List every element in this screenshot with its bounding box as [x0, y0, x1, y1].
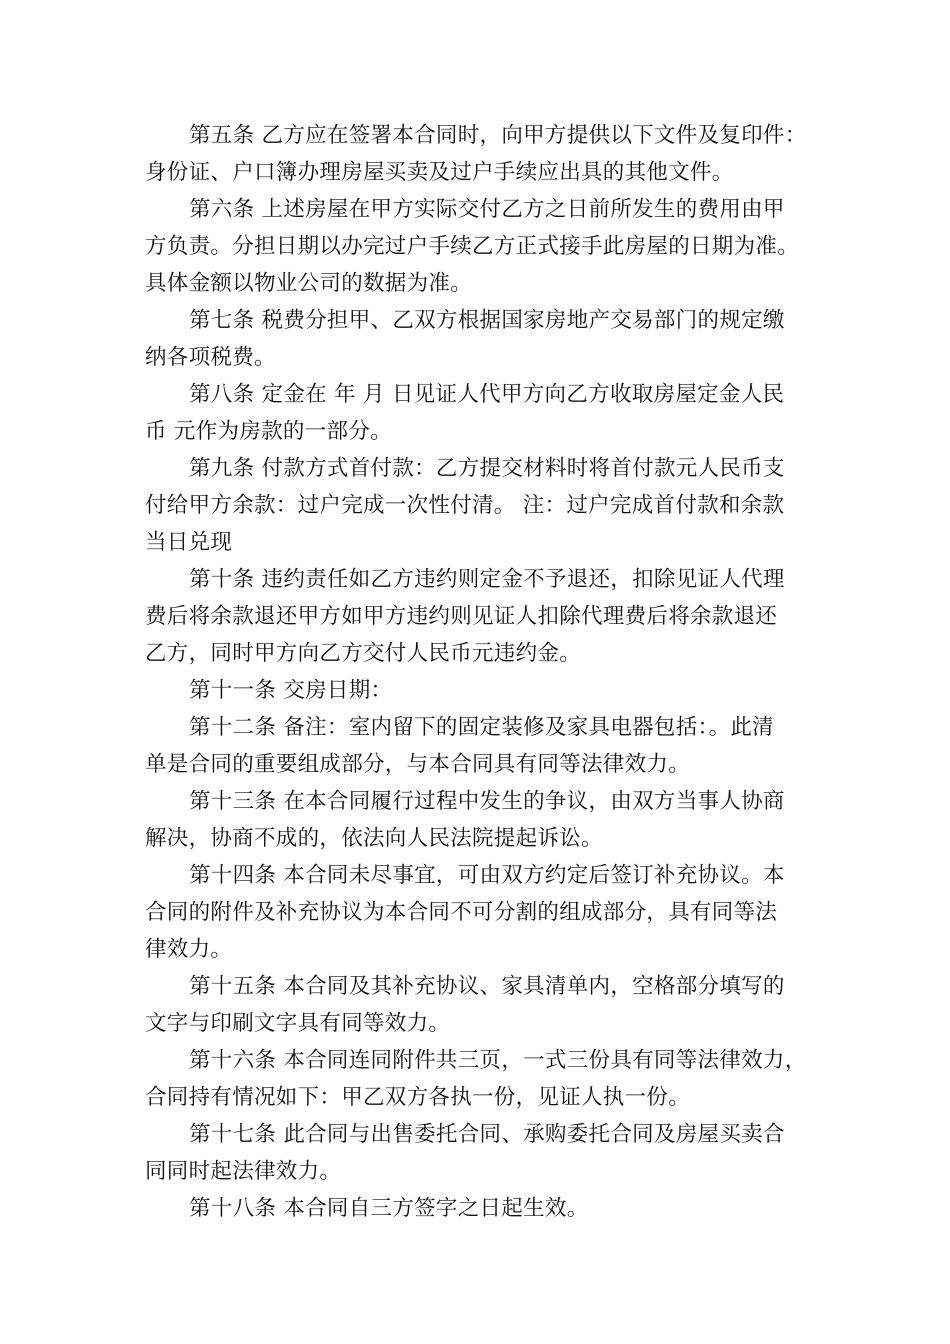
contract-line: 付给甲方余款：过户完成一次性付清。 注：过户完成首付款和余款 [145, 493, 785, 518]
contract-line: 方负责。分担日期以办完过户手续乙方正式接手此房屋的日期为准。 [145, 234, 800, 259]
contract-line: 第十六条 本合同连同附件共三页，一式三份具有同等法律效力， [189, 1048, 807, 1073]
contract-article-8 [145, 376, 825, 450]
contract-line: 乙方，同时甲方向乙方交付人民币元违约金。 [145, 641, 582, 666]
contract-line: 身份证、户口簿办理房屋买卖及过户手续应出具的其他文件。 [145, 160, 734, 185]
contract-article-18 [145, 1190, 825, 1227]
contract-line: 解决，协商不成的，依法向人民法院提起诉讼。 [145, 826, 603, 851]
contract-article-9 [145, 450, 825, 561]
contract-article-11 [145, 672, 825, 709]
contract-article-5 [145, 117, 825, 191]
contract-line: 合同的附件及补充协议为本合同不可分割的组成部分，具有同等法 [145, 900, 778, 925]
contract-article-12 [145, 709, 825, 783]
contract-line: 币 元作为房款的一部分。 [145, 419, 392, 444]
contract-line: 当日兑现 [145, 530, 233, 555]
contract-article-14 [145, 857, 825, 968]
contract-line: 第十二条 备注：室内留下的固定装修及家具电器包括：。此清 [189, 715, 774, 740]
contract-line: 第九条 付款方式首付款：乙方提交材料时将首付款元人民币支 [189, 456, 785, 481]
contract-line: 同同时起法律效力。 [145, 1159, 342, 1184]
contract-line: 合同持有情况如下：甲乙双方各执一份，见证人执一份。 [145, 1085, 691, 1110]
contract-line: 第十三条 在本合同履行过程中发生的争议，由双方当事人协商 [189, 789, 785, 814]
contract-body [145, 117, 825, 1227]
contract-line: 第十四条 本合同未尽事宜，可由双方约定后签订补充协议。本 [189, 863, 785, 888]
contract-article-15 [145, 968, 825, 1042]
contract-line: 文字与印刷文字具有同等效力。 [145, 1011, 451, 1036]
contract-line: 第五条 乙方应在签署本合同时，向甲方提供以下文件及复印件： [189, 123, 807, 148]
contract-line: 费后将余款退还甲方如甲方违约则见证人扣除代理费后将余款退还 [145, 604, 778, 629]
contract-article-7 [145, 302, 825, 376]
contract-article-16 [145, 1042, 825, 1116]
contract-line: 纳各项税费。 [145, 345, 276, 370]
contract-line: 具体金额以物业公司的数据为准。 [145, 271, 473, 296]
contract-line: 第十七条 此合同与出售委托合同、承购委托合同及房屋买卖合 [189, 1122, 785, 1147]
contract-line: 第十五条 本合同及其补充协议、家具清单内，空格部分填写的 [189, 974, 785, 999]
contract-line: 单是合同的重要组成部分，与本合同具有同等法律效力。 [145, 752, 691, 777]
contract-article-17 [145, 1116, 825, 1190]
contract-line: 第十八条 本合同自三方签字之日起生效。 [189, 1196, 589, 1221]
contract-article-10 [145, 561, 825, 672]
contract-line: 第七条 税费分担甲、乙双方根据国家房地产交易部门的规定缴 [189, 308, 785, 333]
contract-article-6 [145, 191, 825, 302]
contract-article-13 [145, 783, 825, 857]
contract-line: 第六条 上述房屋在甲方实际交付乙方之日前所发生的费用由甲 [189, 197, 785, 222]
contract-line: 律效力。 [145, 937, 233, 962]
contract-line: 第十一条 交房日期： [189, 678, 393, 703]
contract-line: 第八条 定金在 年 月 日见证人代甲方向乙方收取房屋定金人民 [189, 382, 785, 407]
contract-line: 第十条 违约责任如乙方违约则定金不予退还，扣除见证人代理 [189, 567, 785, 592]
